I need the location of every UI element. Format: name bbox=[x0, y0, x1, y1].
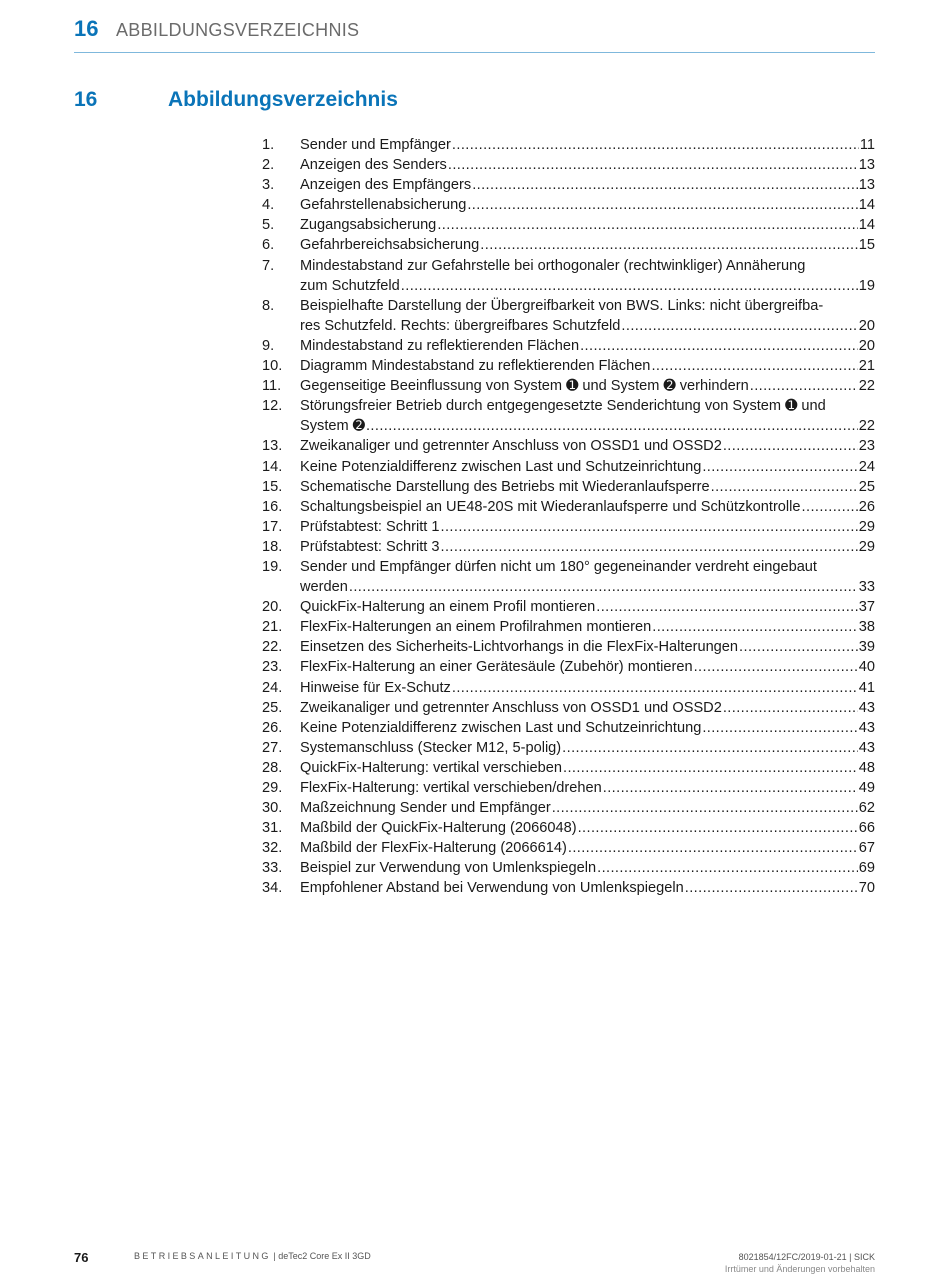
figure-page-number[interactable]: 15 bbox=[858, 237, 875, 254]
figure-number: 32. bbox=[262, 840, 283, 857]
footer-doc-id: 8021854/12FC/2019-01-21 | SICK bbox=[738, 1252, 875, 1262]
figure-page-number[interactable]: 62 bbox=[858, 800, 875, 817]
figure-title-text: Keine Potenzialdifferenz zwischen Last und Schutzeinrichtung bbox=[300, 719, 702, 736]
dot-leader bbox=[702, 457, 857, 477]
figure-page-number[interactable]: 66 bbox=[858, 820, 875, 837]
figure-page-number[interactable]: 29 bbox=[858, 518, 875, 535]
figure-page-number[interactable]: 33 bbox=[858, 579, 875, 596]
figure-entry[interactable] bbox=[262, 597, 875, 617]
figure-title-text: Mindestabstand zu reflektierenden Flächen bbox=[300, 337, 580, 354]
figure-number: 24. bbox=[262, 679, 283, 696]
figure-entry[interactable] bbox=[262, 235, 875, 255]
dot-leader bbox=[802, 497, 858, 517]
figure-page-number[interactable]: 11 bbox=[859, 137, 875, 153]
figure-number: 2. bbox=[262, 157, 275, 174]
figure-entry[interactable] bbox=[262, 858, 875, 878]
figure-title-line bbox=[300, 738, 875, 758]
figure-page-number[interactable]: 20 bbox=[858, 337, 875, 354]
figure-page-number[interactable]: 29 bbox=[858, 538, 875, 555]
figure-number: 27. bbox=[262, 739, 283, 756]
footer-separator: | bbox=[273, 1251, 276, 1261]
figure-title-line bbox=[300, 597, 875, 617]
figure-title-line bbox=[300, 617, 875, 637]
figure-page-number[interactable]: 48 bbox=[858, 759, 875, 776]
figure-entry[interactable] bbox=[262, 215, 875, 235]
figure-entry[interactable] bbox=[262, 637, 875, 657]
figure-title-line bbox=[300, 477, 875, 497]
figure-page-number[interactable]: 38 bbox=[858, 619, 875, 636]
dot-leader bbox=[401, 276, 858, 296]
figure-page-number[interactable]: 24 bbox=[858, 458, 875, 475]
figure-number: 23. bbox=[262, 659, 283, 676]
figure-page-number[interactable]: 25 bbox=[858, 478, 875, 495]
dot-leader bbox=[480, 235, 857, 255]
figure-number: 12. bbox=[262, 398, 283, 415]
dot-leader bbox=[441, 517, 858, 537]
figure-number: 16. bbox=[262, 498, 283, 515]
figure-page-number[interactable]: 37 bbox=[858, 599, 875, 616]
figure-page-number[interactable]: 70 bbox=[858, 880, 875, 897]
figure-number: 19. bbox=[262, 558, 283, 575]
figure-title-line bbox=[300, 356, 875, 376]
figure-title-text: Zweikanaliger und getrennter Anschluss von OSSD1 und OSSD2 bbox=[300, 438, 722, 455]
dot-leader bbox=[694, 657, 858, 677]
figure-entry[interactable] bbox=[262, 798, 875, 818]
figure-title-text: Schematische Darstellung des Betriebs mit Wiederanlaufsperre bbox=[300, 478, 710, 495]
figure-title-text: Einsetzen des Sicherheits-Lichtvorhangs in die FlexFix-Halterungen bbox=[300, 639, 739, 656]
page-number: 76 bbox=[74, 1250, 89, 1265]
figure-title-text: Sender und Empfänger dürfen nicht um 180° gegeneinander verdreht eingebaut bbox=[300, 558, 817, 575]
dot-leader bbox=[621, 316, 857, 336]
figure-title-text: Schaltungsbeispiel an UE48-20S mit Wiederanlaufsperre und Schützkontrolle bbox=[300, 498, 801, 515]
figure-title-line bbox=[300, 235, 875, 255]
header-chapter-number: 16 bbox=[74, 16, 99, 41]
figure-entry[interactable] bbox=[262, 557, 875, 597]
dot-leader bbox=[603, 778, 858, 798]
figure-title-text: Sender und Empfänger bbox=[300, 137, 451, 153]
figure-title-text: Keine Potenzialdifferenz zwischen Last und Schutzeinrichtung bbox=[300, 458, 702, 475]
section-number: 16 bbox=[74, 88, 98, 111]
figure-number: 8. bbox=[262, 297, 275, 314]
figure-title-text: Hinweise für Ex-Schutz bbox=[300, 679, 451, 696]
figure-entry[interactable] bbox=[262, 356, 875, 376]
figure-title-line bbox=[300, 436, 875, 456]
figure-page-number[interactable]: 43 bbox=[858, 699, 875, 716]
figure-number: 28. bbox=[262, 759, 283, 776]
figure-page-number[interactable]: 39 bbox=[858, 639, 875, 656]
figure-title-text: Systemanschluss (Stecker M12, 5-polig) bbox=[300, 739, 562, 756]
figure-title-line bbox=[300, 175, 875, 195]
figure-entry[interactable] bbox=[262, 617, 875, 637]
figure-entry[interactable] bbox=[262, 296, 875, 336]
dot-leader bbox=[711, 477, 858, 497]
figure-entry[interactable] bbox=[262, 678, 875, 698]
figure-number: 30. bbox=[262, 800, 283, 817]
figure-title-line bbox=[300, 316, 875, 336]
figure-page-number[interactable]: 67 bbox=[858, 840, 875, 857]
dot-leader bbox=[651, 356, 857, 376]
header-chapter-title: ABBILDUNGSVERZEICHNIS bbox=[116, 20, 360, 40]
dot-leader bbox=[596, 597, 858, 617]
figure-entry[interactable] bbox=[262, 477, 875, 497]
footer-right bbox=[725, 1251, 875, 1275]
figure-title-line bbox=[300, 858, 875, 878]
figure-entry[interactable] bbox=[262, 336, 875, 356]
figure-title-text: res Schutzfeld. Rechts: übergreifbares Schutzfeld bbox=[300, 317, 621, 334]
figure-number: 4. bbox=[262, 197, 275, 214]
figure-entry[interactable] bbox=[262, 878, 875, 898]
figure-title-text: System ➋ bbox=[300, 418, 365, 435]
figure-page-number[interactable]: 13 bbox=[858, 157, 875, 174]
figure-number: 15. bbox=[262, 478, 283, 495]
dot-leader bbox=[597, 858, 858, 878]
figure-title-text: Störungsfreier Betrieb durch entgegengesetzte Senderichtung von System ➊ und bbox=[300, 398, 826, 415]
dot-leader bbox=[437, 215, 857, 235]
figure-entry[interactable] bbox=[262, 778, 875, 798]
figure-page-number[interactable]: 14 bbox=[858, 217, 875, 234]
figure-title-line bbox=[300, 457, 875, 477]
footer-product: deTec2 Core Ex II 3GD bbox=[278, 1251, 371, 1261]
figure-page-number[interactable]: 21 bbox=[858, 358, 875, 375]
figure-number: 20. bbox=[262, 599, 283, 616]
figure-page-number[interactable]: 26 bbox=[858, 498, 875, 515]
figure-title-line bbox=[300, 698, 875, 718]
figure-title-line bbox=[300, 718, 875, 738]
figure-title-text: Mindestabstand zur Gefahrstelle bei orthogonaler (rechtwinkliger) Annäherung bbox=[300, 257, 806, 274]
figure-title-line bbox=[300, 416, 875, 436]
dot-leader bbox=[562, 738, 858, 758]
figure-title-text: Beispielhafte Darstellung der Übergreifbarkeit von BWS. Links: nicht übergreifba- bbox=[300, 297, 824, 314]
figure-number: 17. bbox=[262, 518, 283, 535]
figure-title-line bbox=[300, 678, 875, 698]
figure-title-text: Maßbild der QuickFix-Halterung (2066048) bbox=[300, 820, 577, 837]
dot-leader bbox=[739, 637, 858, 657]
figure-title-text: Maßbild der FlexFix-Halterung (2066614) bbox=[300, 840, 567, 857]
figure-entry[interactable] bbox=[262, 698, 875, 718]
figure-title-line bbox=[300, 758, 875, 778]
figure-title-text: Zugangsabsicherung bbox=[300, 217, 437, 234]
dot-leader bbox=[652, 617, 858, 637]
figure-title-line bbox=[300, 818, 875, 838]
dot-leader bbox=[349, 577, 858, 597]
figure-title-text: FlexFix-Halterung an einer Gerätesäule (Zubehör) montieren bbox=[300, 659, 693, 676]
figure-page-number[interactable]: 20 bbox=[858, 317, 875, 334]
figure-page-number[interactable]: 40 bbox=[858, 659, 875, 676]
figure-title-text: werden bbox=[300, 579, 348, 596]
figure-number: 10. bbox=[262, 358, 283, 375]
dot-leader bbox=[452, 678, 858, 698]
figure-number: 9. bbox=[262, 337, 275, 354]
figure-number: 34. bbox=[262, 880, 283, 897]
figure-number: 6. bbox=[262, 237, 275, 254]
figure-entry[interactable] bbox=[262, 376, 875, 396]
figure-page-number[interactable]: 41 bbox=[858, 679, 875, 696]
figure-title-line bbox=[300, 296, 875, 316]
footer-doc-type: BETRIEBSANLEITUNG bbox=[134, 1251, 271, 1261]
figure-page-number[interactable]: 43 bbox=[858, 739, 875, 756]
dot-leader bbox=[563, 758, 858, 778]
figure-entry[interactable] bbox=[262, 436, 875, 456]
dot-leader bbox=[685, 878, 858, 898]
figure-title-text: Gefahrbereichsabsicherung bbox=[300, 237, 480, 254]
figure-number: 3. bbox=[262, 177, 275, 194]
figure-entry[interactable] bbox=[262, 657, 875, 677]
figure-title-text: Maßzeichnung Sender und Empfänger bbox=[300, 800, 551, 817]
figure-entry[interactable] bbox=[262, 256, 875, 296]
figure-title-line bbox=[300, 657, 875, 677]
figure-entry[interactable] bbox=[262, 758, 875, 778]
figure-title-line bbox=[300, 396, 875, 416]
dot-leader bbox=[467, 195, 857, 215]
figure-title-line bbox=[300, 135, 875, 155]
figure-list bbox=[262, 135, 875, 899]
figure-entry[interactable] bbox=[262, 457, 875, 477]
figure-entry[interactable] bbox=[262, 838, 875, 858]
dot-leader bbox=[441, 537, 858, 557]
figure-number: 7. bbox=[262, 257, 275, 274]
figure-number: 14. bbox=[262, 458, 283, 475]
figure-title-text: Beispiel zur Verwendung von Umlenkspiegeln bbox=[300, 860, 597, 877]
figure-number: 13. bbox=[262, 438, 283, 455]
figure-title-text: Prüfstabtest: Schritt 3 bbox=[300, 538, 440, 555]
figure-entry[interactable] bbox=[262, 135, 875, 155]
figure-entry[interactable] bbox=[262, 396, 875, 436]
figure-title-line bbox=[300, 537, 875, 557]
figure-title-text: FlexFix-Halterung: vertikal verschieben/drehen bbox=[300, 780, 602, 796]
footer-disclaimer: Irrtümer und Änderungen vorbehalten bbox=[724, 1264, 875, 1274]
figure-number: 33. bbox=[262, 860, 283, 877]
figure-entry[interactable] bbox=[262, 517, 875, 537]
figure-title-text: Gegenseitige Beeinflussung von System ➊ und System ➋ verhindern bbox=[300, 378, 749, 395]
dot-leader bbox=[448, 155, 858, 175]
section-title: Abbildungsverzeichnis bbox=[168, 88, 398, 111]
figure-number: 11. bbox=[262, 378, 282, 395]
figure-title-line bbox=[300, 517, 875, 537]
figure-entry[interactable] bbox=[262, 155, 875, 175]
figure-title-line bbox=[300, 878, 875, 898]
dot-leader bbox=[452, 135, 859, 155]
figure-page-number[interactable]: 22 bbox=[858, 378, 875, 395]
figure-entry[interactable] bbox=[262, 175, 875, 195]
figure-title-line bbox=[300, 276, 875, 296]
figure-title-line bbox=[300, 155, 875, 175]
figure-number: 1. bbox=[262, 137, 275, 153]
figure-title-line bbox=[300, 577, 875, 597]
dot-leader bbox=[750, 376, 858, 396]
figure-title-text: Zweikanaliger und getrennter Anschluss von OSSD1 und OSSD2 bbox=[300, 699, 722, 716]
figure-number: 22. bbox=[262, 639, 283, 656]
dot-leader bbox=[472, 175, 858, 195]
footer-document-info bbox=[134, 1251, 371, 1261]
figure-number: 29. bbox=[262, 780, 283, 796]
figure-page-number[interactable]: 69 bbox=[858, 860, 875, 877]
figure-title-text: Anzeigen des Empfängers bbox=[300, 177, 472, 194]
figure-page-number[interactable]: 22 bbox=[858, 418, 875, 435]
figure-entry[interactable] bbox=[262, 497, 875, 517]
figure-page-number[interactable]: 19 bbox=[858, 277, 875, 294]
figure-title-text: Prüfstabtest: Schritt 1 bbox=[300, 518, 440, 535]
figure-title-line bbox=[300, 798, 875, 818]
figure-number: 21. bbox=[262, 619, 283, 636]
figure-number: 25. bbox=[262, 699, 283, 716]
figure-title-text: QuickFix-Halterung an einem Profil montieren bbox=[300, 599, 596, 616]
figure-title-line bbox=[300, 838, 875, 858]
figure-title-text: Empfohlener Abstand bei Verwendung von Umlenkspiegeln bbox=[300, 880, 684, 897]
figure-entry[interactable] bbox=[262, 195, 875, 215]
figure-title-text: zum Schutzfeld bbox=[300, 277, 400, 294]
dot-leader bbox=[723, 698, 858, 718]
figure-entry[interactable] bbox=[262, 718, 875, 738]
dot-leader bbox=[552, 798, 858, 818]
figure-title-line bbox=[300, 195, 875, 215]
figure-title-text: Anzeigen des Senders bbox=[300, 157, 447, 174]
dot-leader bbox=[702, 718, 857, 738]
figure-title-line bbox=[300, 215, 875, 235]
dot-leader bbox=[723, 436, 858, 456]
figure-page-number[interactable]: 23 bbox=[858, 438, 875, 455]
dot-leader bbox=[366, 416, 858, 436]
dot-leader bbox=[580, 336, 858, 356]
figure-title-text: FlexFix-Halterungen an einem Profilrahmen montieren bbox=[300, 619, 652, 636]
dot-leader bbox=[568, 838, 858, 858]
figure-title-line bbox=[300, 778, 875, 798]
figure-entry[interactable] bbox=[262, 537, 875, 557]
figure-entry[interactable] bbox=[262, 738, 875, 758]
figure-title-text: Diagramm Mindestabstand zu reflektierenden Flächen bbox=[300, 358, 651, 375]
figure-page-number[interactable]: 43 bbox=[858, 719, 875, 736]
figure-title-line bbox=[300, 376, 875, 396]
figure-number: 5. bbox=[262, 217, 275, 234]
figure-page-number[interactable]: 14 bbox=[858, 197, 875, 214]
dot-leader bbox=[578, 818, 858, 838]
figure-number: 31. bbox=[262, 820, 283, 837]
figure-title-text: QuickFix-Halterung: vertikal verschieben bbox=[300, 759, 562, 776]
figure-title-line bbox=[300, 256, 875, 276]
figure-title-line bbox=[300, 336, 875, 356]
running-header bbox=[74, 16, 875, 53]
figure-page-number[interactable]: 13 bbox=[858, 177, 875, 194]
figure-title-line bbox=[300, 557, 875, 577]
figure-number: 26. bbox=[262, 719, 283, 736]
figure-page-number[interactable]: 49 bbox=[858, 780, 875, 796]
figure-entry[interactable] bbox=[262, 818, 875, 838]
figure-title-line bbox=[300, 497, 875, 517]
figure-title-text: Gefahrstellenabsicherung bbox=[300, 197, 467, 214]
figure-number: 18. bbox=[262, 538, 283, 555]
figure-title-line bbox=[300, 637, 875, 657]
